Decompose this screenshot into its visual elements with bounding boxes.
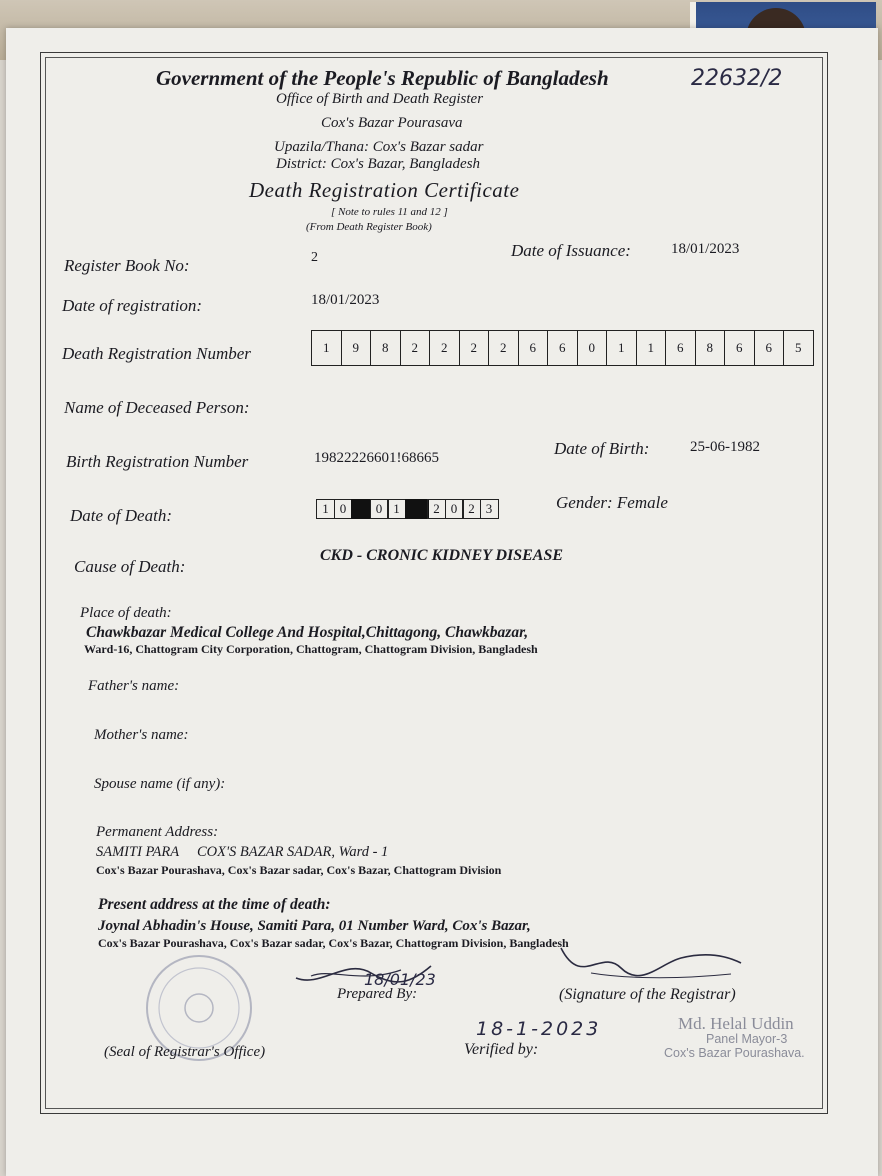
dod-separator	[405, 499, 429, 519]
death-registration-label: Death Registration Number	[62, 344, 251, 363]
death-registration-digit: 2	[489, 331, 519, 365]
rules-note: [ Note to rules 11 and 12 ]	[331, 206, 448, 218]
date-of-death-label: Date of Death:	[70, 506, 172, 525]
prepared-date: 18/01/23	[364, 970, 436, 989]
death-registration-digit: 6	[548, 331, 578, 365]
office-heading: Office of Birth and Death Register	[276, 91, 484, 107]
death-registration-digit: 1	[607, 331, 637, 365]
verified-date: 18-1-2023	[476, 1018, 602, 1040]
death-registration-digit: 6	[725, 331, 755, 365]
place-of-death-line1: Chawkbazar Medical College And Hospital,Chittagong, Chawkbazar,	[86, 624, 529, 641]
death-registration-digit: 8	[371, 331, 401, 365]
mother-name-label: Mother's name:	[94, 727, 189, 743]
death-registration-digit: 2	[460, 331, 490, 365]
present-address-line2: Cox's Bazar Pourashava, Cox's Bazar sadar, Cox's Bazar, Chattogram Division, Bangladesh	[98, 936, 569, 950]
dod-month-1: 0	[370, 499, 389, 519]
dod-year-2: 0	[445, 499, 464, 519]
present-address-label: Present address at the time of death:	[98, 896, 331, 913]
dod-year-3: 2	[462, 499, 481, 519]
death-registration-digit: 6	[666, 331, 696, 365]
date-of-birth-label: Date of Birth:	[554, 439, 650, 458]
registrar-signature	[551, 928, 761, 988]
register-book-note: (From Death Register Book)	[306, 221, 432, 233]
death-registration-digit: 1	[637, 331, 667, 365]
stamp-organization: Cox's Bazar Pourashava.	[664, 1046, 805, 1060]
registrar-signature-label: (Signature of the Registrar)	[559, 986, 736, 1003]
date-of-death-boxes	[316, 499, 497, 519]
stamp-title: Panel Mayor-3	[706, 1032, 788, 1046]
upazila-heading: Upazila/Thana: Cox's Bazar sadar	[274, 139, 484, 155]
dod-month-2: 1	[387, 499, 406, 519]
government-heading: Government of the People's Republic of Bangladesh	[156, 66, 609, 90]
certificate-paper	[6, 28, 878, 1176]
register-book-value: 2	[311, 250, 318, 265]
dod-year-4: 3	[480, 499, 499, 519]
cause-of-death-label: Cause of Death:	[74, 557, 186, 576]
handwritten-reference: 22632/2	[691, 66, 783, 91]
death-registration-digit: 5	[795, 340, 802, 355]
place-of-death-label: Place of death:	[80, 605, 172, 621]
permanent-address-label: Permanent Address:	[96, 824, 219, 840]
death-registration-digit: 2	[430, 331, 460, 365]
death-registration-number-boxes	[311, 330, 814, 366]
date-of-birth-value: 25-06-1982	[690, 439, 760, 455]
death-registration-digit: 2	[401, 331, 431, 365]
prepared-by-label: Prepared By:	[337, 986, 418, 1002]
stamp-name: Md. Helal Uddin	[678, 1014, 794, 1033]
death-registration-digit: 1	[312, 331, 342, 365]
pourasava-heading: Cox's Bazar Pourasava	[321, 115, 463, 131]
death-registration-digit: 0	[578, 331, 608, 365]
dod-day-1: 1	[316, 499, 335, 519]
dod-day-2: 0	[334, 499, 353, 519]
death-registration-digit: 6	[755, 331, 785, 365]
dod-year-1: 2	[427, 499, 446, 519]
seal-label: (Seal of Registrar's Office)	[104, 1044, 266, 1060]
permanent-address-line1: SAMITI PARA COX'S BAZAR SADAR, Ward - 1	[96, 844, 389, 860]
death-registration-digit: 8	[696, 331, 726, 365]
permanent-address-line2: Cox's Bazar Pourashava, Cox's Bazar sadar, Cox's Bazar, Chattogram Division	[96, 863, 502, 877]
registration-date-label: Date of registration:	[62, 296, 203, 315]
verified-by-label: Verified by:	[464, 1041, 539, 1058]
birth-registration-value: 19822226601!68665	[314, 450, 439, 466]
district-heading: District: Cox's Bazar, Bangladesh	[276, 156, 481, 172]
father-name-label: Father's name:	[88, 678, 180, 694]
death-registration-digit: 6	[519, 331, 549, 365]
dod-separator	[351, 499, 371, 519]
register-book-label: Register Book No:	[64, 256, 190, 275]
issuance-label: Date of Issuance:	[511, 241, 631, 260]
spouse-name-label: Spouse name (if any):	[94, 776, 226, 792]
death-registration-digit: 9	[342, 331, 372, 365]
registration-date-value: 18/01/2023	[311, 292, 380, 308]
issuance-value: 18/01/2023	[671, 241, 740, 257]
cause-of-death-value: CKD - CRONIC KIDNEY DISEASE	[320, 547, 564, 564]
certificate-title: Death Registration Certificate	[249, 178, 520, 202]
place-of-death-line2: Ward-16, Chattogram City Corporation, Chattogram, Chattogram Division, Bangladesh	[84, 642, 538, 656]
gender-label: Gender: Female	[556, 493, 668, 512]
deceased-name-label: Name of Deceased Person:	[64, 398, 250, 417]
birth-registration-label: Birth Registration Number	[66, 452, 249, 471]
present-address-line1: Joynal Abhadin's House, Samiti Para, 01 Number Ward, Cox's Bazar,	[98, 918, 531, 934]
